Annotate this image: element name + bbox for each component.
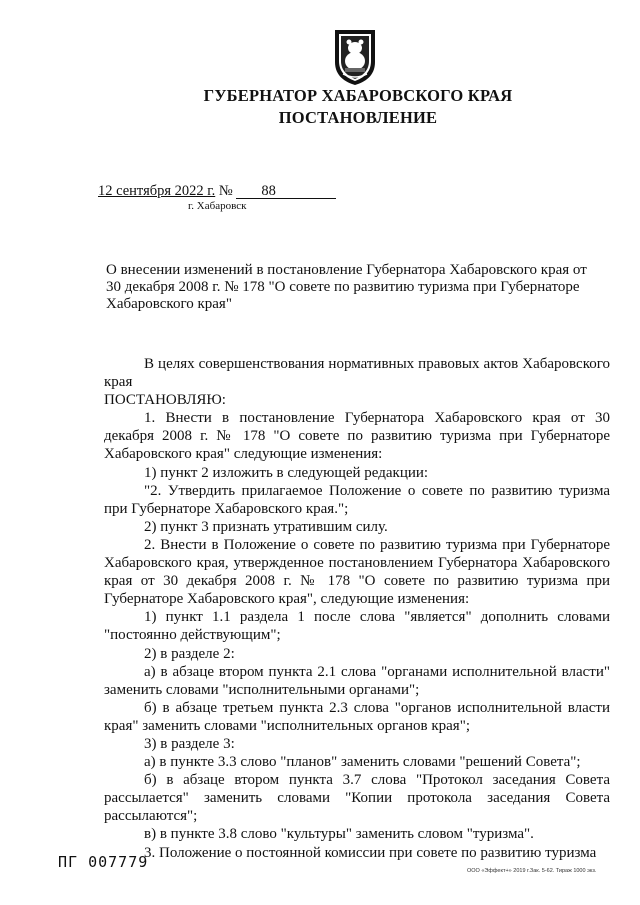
paragraph: а) в пункте 3.3 слово "планов" заменить словами "решений Совета"; [144, 754, 581, 771]
paragraph: б) в абзаце третьем пункта 2.3 слова "органов исполнительной власти края" заменить словами "исполнительных органов края"; [104, 699, 610, 734]
document-date: 12 сентября 2022 г. [98, 183, 216, 199]
form-series-number: ПГ 007779 [58, 853, 149, 871]
printer-note: ООО «Эффект+» 2019 г.Зак. 5-62. Тираж 1000 экз. [467, 868, 597, 874]
subject-line: Хабаровского края" [106, 296, 232, 312]
document-type: ПОСТАНОВЛЕНИЕ [278, 108, 438, 127]
subject-line: 30 декабря 2008 г. № 178 "О совете по развитию туризма при Губернаторе [106, 279, 580, 295]
khabarovsk-crest-icon [331, 28, 379, 86]
paragraph: 1) пункт 2 изложить в следующей редакции: [144, 464, 429, 481]
resolution-word: ПОСТАНОВЛЯЮ: [104, 392, 226, 409]
number-label: № [218, 183, 233, 199]
paragraph: 2) пункт 3 признать утратившим силу. [144, 518, 388, 535]
paragraph: в) в пункте 3.8 слово "культуры" заменить словом "туризма". [144, 826, 534, 843]
paragraph: 2. Внести в Положение о совете по развитию туризма при Губернаторе Хабаровского края, утвержденное постановлением Губернатора Хабаровского края от 30 декабря 2008 г. № 178 "О совете по развитию туризма при Губернаторе Хабаровского края", следующие изменения: [104, 536, 610, 608]
paragraph: 3) в разделе 3: [144, 735, 235, 752]
document-body [104, 355, 610, 862]
date-number-line [98, 183, 336, 200]
paragraph: 1. Внести в постановление Губернатора Хабаровского края от 30 декабря 2008 г. № 178 "О совете по развитию туризма при Губернаторе Хабаровского края" следующие изменения: [104, 410, 610, 463]
paragraph: а) в абзаце втором пункта 2.1 слова "органами исполнительной власти" заменить словами "исполнительными органами"; [104, 663, 610, 698]
city: г. Хабаровск [188, 200, 247, 212]
authority-title: ГУБЕРНАТОР ХАБАРОВСКОГО КРАЯ [203, 86, 513, 105]
document-subject [106, 262, 616, 313]
document-number: 88 [236, 184, 336, 199]
paragraph: 3. Положение о постоянной комиссии при совете по развитию туризма [144, 844, 597, 861]
paragraph: б) в абзаце втором пункта 3.7 слова "Протокол заседания Совета рассылается" заменить словами "Копии протокола заседания Совета рассылаются"; [104, 772, 610, 825]
preamble: В целях совершенствования нормативных правовых актов Хабаровского края [104, 356, 610, 391]
paragraph: 2) в разделе 2: [144, 645, 235, 662]
subject-line: О внесении изменений в постановление Губернатора Хабаровского края от [106, 262, 587, 278]
paragraph: 1) пункт 1.1 раздела 1 после слова "является" дополнить словами "постоянно действующим"; [104, 609, 610, 644]
paragraph: "2. Утвердить прилагаемое Положение о совете по развитию туризма при Губернаторе Хабаровского края."; [104, 482, 610, 517]
